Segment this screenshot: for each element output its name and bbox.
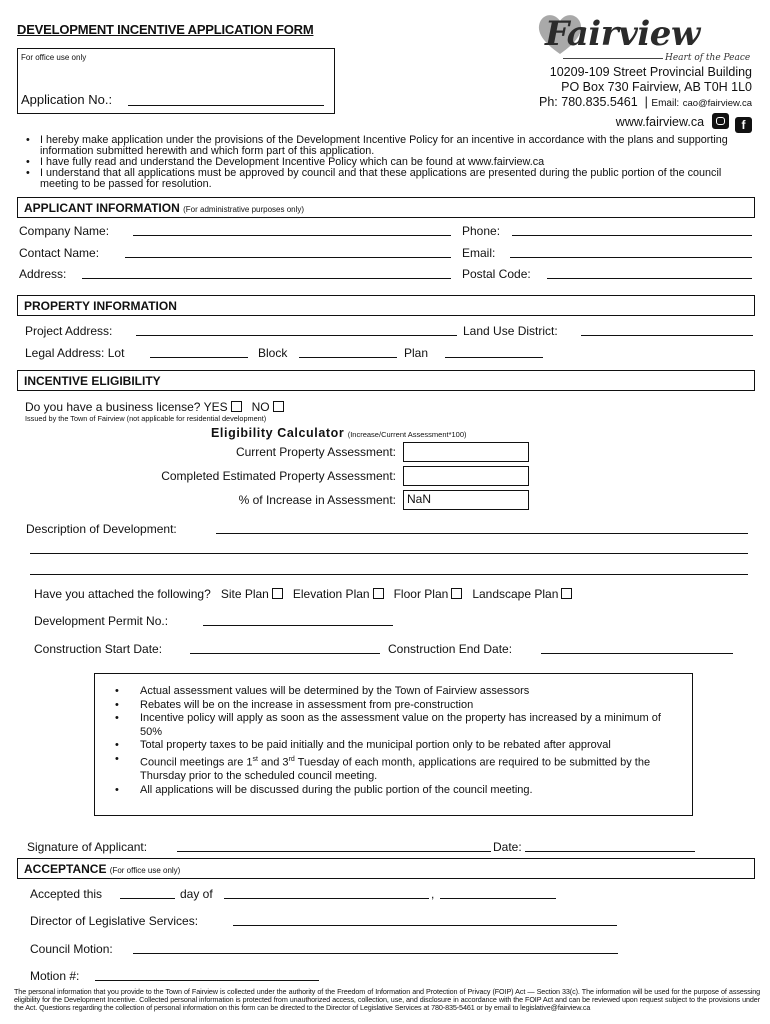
company-name-label: Company Name: [19, 224, 110, 238]
signature-label: Signature of Applicant: [27, 840, 148, 854]
completed-assessment-input[interactable] [403, 466, 529, 486]
intro-item: • I understand that all applications must be approved by council and that these applications are presented during the public portion of the council meeting to be passed for resolution. [17, 168, 757, 190]
fairview-logo [533, 10, 758, 66]
application-no-field[interactable] [128, 105, 324, 106]
note-item: • Actual assessment values will be determined by the Town of Fairview assessors [115, 685, 684, 699]
contact-name-field[interactable] [125, 257, 451, 258]
plan-label: Plan [404, 346, 429, 360]
director-label: Director of Legislative Services: [30, 914, 199, 928]
office-use-label: For office use only [21, 53, 87, 62]
intro-list [17, 135, 757, 190]
legal-address-label: Legal Address: Lot [25, 346, 125, 360]
note-item: • Council meetings are 1st and 3rd Tuesday of each month, applications are required to be submitted by the Thursday prior to the scheduled council meeting. [115, 753, 684, 784]
applicant-section-header: APPLICANT INFORMATION (For administrative purposes only) [17, 197, 755, 218]
address-line-2: PO Box 730 Fairview, AB T0H 1L0 [561, 80, 752, 94]
signature-field[interactable] [177, 851, 491, 852]
foip-notice: The personal information that you provide to the Town of Fairview is collected under the authority of the Freedom of Information and Protection of Privacy (FOIP) Act — Section 33(c). The information will be used for the purpose of assessing eligibility for the Development Incentive. Collected personal information is protected from unauthorized access, collection, use, and disclosure in accordance with the FOIP Act and can be reviewed upon request subject to the provisions under the Act. Questions regarding the collection of personal information on this form can be directed to the Director of Legislative Services at 780-835-5461 or by email to legislative@fairview.ca [14, 987, 760, 1012]
license-yes-checkbox[interactable] [231, 401, 242, 412]
percent-increase-output: NaN [403, 490, 529, 510]
project-address-field[interactable] [136, 335, 457, 336]
accepted-day-field[interactable] [120, 898, 175, 899]
description-field[interactable] [216, 533, 748, 534]
note-item: • Incentive policy will apply as soon as the assessment value on the property has increased by a minimum of 50% [115, 712, 684, 739]
comma-label: , [431, 887, 435, 901]
email-field[interactable] [510, 257, 752, 258]
logo-wordmark: Fairview [545, 14, 700, 54]
motion-number-field[interactable] [95, 980, 319, 981]
email-label: Email: [462, 246, 496, 260]
intro-item: • I hereby make application under the provisions of the Development Incentive Policy for an incentive in accordance with the plans and supporting information submitted herewith and which form part of this application. [17, 135, 757, 157]
block-field[interactable] [299, 357, 397, 358]
license-no-checkbox[interactable] [273, 401, 284, 412]
accepted-year-field[interactable] [440, 898, 556, 899]
postal-code-label: Postal Code: [462, 267, 531, 281]
description-label: Description of Development: [26, 522, 177, 536]
motion-number-label: Motion #: [30, 969, 80, 983]
construction-start-field[interactable] [190, 653, 380, 654]
construction-end-label: Construction End Date: [388, 642, 513, 656]
application-no-label: Application No.: [21, 92, 113, 107]
current-assessment-label: Current Property Assessment: [235, 445, 396, 459]
office-use-box [17, 48, 335, 114]
director-field[interactable] [233, 925, 617, 926]
date-field[interactable] [525, 851, 695, 852]
notes-list [115, 685, 684, 797]
acceptance-section-header: ACCEPTANCE (For office use only) [17, 858, 755, 879]
plan-field[interactable] [445, 357, 543, 358]
floor-plan-checkbox[interactable] [451, 588, 462, 599]
property-section-header: PROPERTY INFORMATION [17, 295, 755, 316]
attachments-question: Have you attached the following? Site Plan Elevation Plan Floor Plan Landscape Plan [34, 587, 572, 601]
calculator-title: Eligibility Calculator (Increase/Current Assessment*100) [211, 426, 467, 440]
land-use-label: Land Use District: [463, 324, 558, 338]
current-assessment-input[interactable] [403, 442, 529, 462]
project-address-label: Project Address: [25, 324, 113, 338]
license-note: Issued by the Town of Fairview (not applicable for residential development) [25, 414, 267, 423]
permit-number-field[interactable] [203, 625, 393, 626]
landscape-plan-checkbox[interactable] [561, 588, 572, 599]
instagram-icon[interactable] [712, 113, 729, 129]
site-plan-checkbox[interactable] [272, 588, 283, 599]
business-license-question: Do you have a business license? YES NO [25, 400, 284, 414]
construction-end-field[interactable] [541, 653, 733, 654]
description-field[interactable] [30, 553, 748, 554]
note-item: • Rebates will be on the increase in assessment from pre-construction [115, 699, 684, 713]
intro-item: • I have fully read and understand the Development Incentive Policy which can be found at www.fairview.ca [17, 157, 757, 168]
eligibility-section-header: INCENTIVE ELIGIBILITY [17, 370, 755, 391]
council-motion-label: Council Motion: [30, 942, 113, 956]
note-item: • Total property taxes to be paid initially and the municipal portion only to be rebated after approval [115, 739, 684, 753]
address-field[interactable] [82, 278, 451, 279]
completed-assessment-label: Completed Estimated Property Assessment: [161, 469, 396, 483]
facebook-icon[interactable]: f [735, 117, 752, 133]
email-link[interactable]: cao@fairview.ca [682, 98, 752, 109]
land-use-field[interactable] [581, 335, 753, 336]
form-title: DEVELOPMENT INCENTIVE APPLICATION FORM [17, 22, 314, 37]
logo-rule [563, 58, 663, 59]
description-field[interactable] [30, 574, 748, 575]
contact-name-label: Contact Name: [19, 246, 100, 260]
postal-code-field[interactable] [547, 278, 752, 279]
elevation-plan-checkbox[interactable] [373, 588, 384, 599]
logo-tagline: Heart of the Peace [665, 53, 751, 63]
permit-number-label: Development Permit No.: [34, 614, 169, 628]
percent-increase-label: % of Increase in Assessment: [238, 493, 396, 507]
website-link[interactable]: www.fairview.ca [615, 115, 705, 129]
web-line [539, 113, 752, 133]
construction-start-label: Construction Start Date: [34, 642, 163, 656]
address-label: Address: [19, 267, 67, 281]
notes-box [94, 673, 693, 816]
contact-line: Ph: 780.835.5461 | Email: cao@fairview.ca [539, 95, 752, 109]
phone-label: Phone: [462, 224, 501, 238]
date-label: Date: [493, 840, 522, 854]
lot-field[interactable] [150, 357, 248, 358]
address-line-1: 10209-109 Street Provincial Building [549, 65, 752, 79]
council-motion-field[interactable] [133, 953, 618, 954]
block-label: Block [258, 346, 288, 360]
phone-field[interactable] [512, 235, 752, 236]
day-of-label: day of [180, 887, 213, 901]
accepted-label: Accepted this [30, 887, 103, 901]
company-name-field[interactable] [133, 235, 451, 236]
note-item: • All applications will be discussed during the public portion of the council meeting. [115, 784, 684, 798]
accepted-month-field[interactable] [224, 898, 429, 899]
